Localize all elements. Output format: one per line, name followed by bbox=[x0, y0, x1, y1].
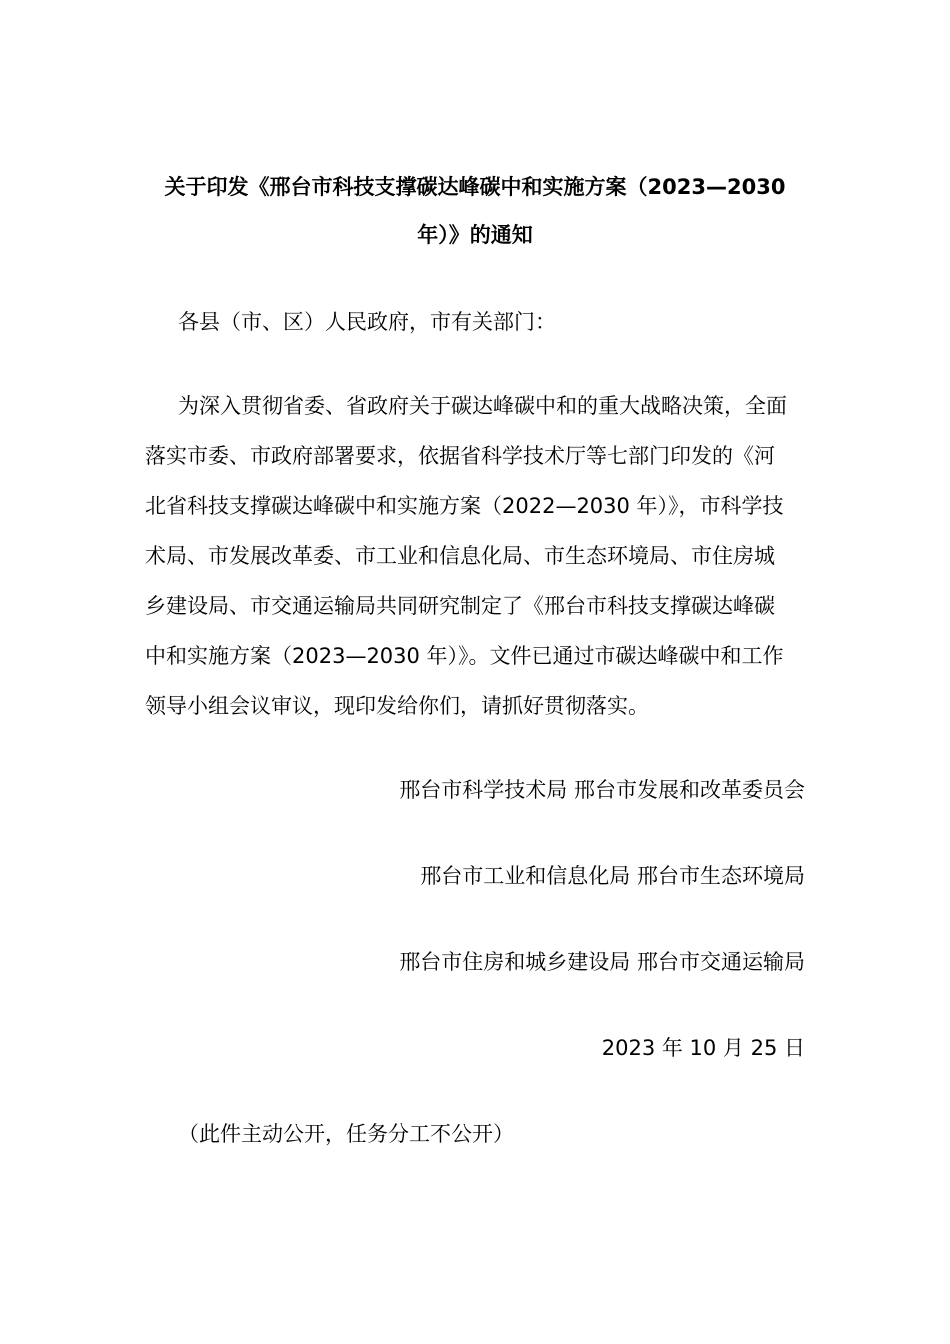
body-line: 术局、市发展改革委、市工业和信息化局、市生态环境局、市住房城 bbox=[145, 544, 775, 568]
body-line: 领导小组会议审议，现印发给你们，请抓好贯彻落实。 bbox=[145, 694, 649, 718]
signer-line: 邢台市科学技术局 邢台市发展和改革委员会 bbox=[399, 778, 805, 802]
signer-line: 邢台市住房和城乡建设局 邢台市交通运输局 bbox=[399, 950, 805, 974]
body-line: 落实市委、市政府部署要求，依据省科学技术厅等七部门印发的《河 bbox=[145, 444, 775, 468]
document-date: 2023 年 10 月 25 日 bbox=[601, 1036, 805, 1060]
body-line: 中和实施方案（2023—2030 年）》。文件已通过市碳达峰碳中和工作 bbox=[145, 644, 784, 668]
body-line: 北省科技支撑碳达峰碳中和实施方案（2022—2030 年）》，市科学技 bbox=[145, 494, 784, 518]
salutation: 各县（市、区）人民政府，市有关部门： bbox=[178, 310, 556, 334]
disclosure-note: （此件主动公开，任务分工不公开） bbox=[178, 1122, 514, 1146]
body-line: 乡建设局、市交通运输局共同研究制定了《邢台市科技支撑碳达峰碳 bbox=[145, 594, 775, 618]
signer-line: 邢台市工业和信息化局 邢台市生态环境局 bbox=[420, 864, 805, 888]
document-title-line-2: 年）》的通知 bbox=[417, 223, 533, 247]
document-title-line-1: 关于印发《邢台市科技支撑碳达峰碳中和实施方案（2023—2030 bbox=[164, 175, 786, 199]
body-line: 为深入贯彻省委、省政府关于碳达峰碳中和的重大战略决策，全面 bbox=[178, 394, 787, 418]
